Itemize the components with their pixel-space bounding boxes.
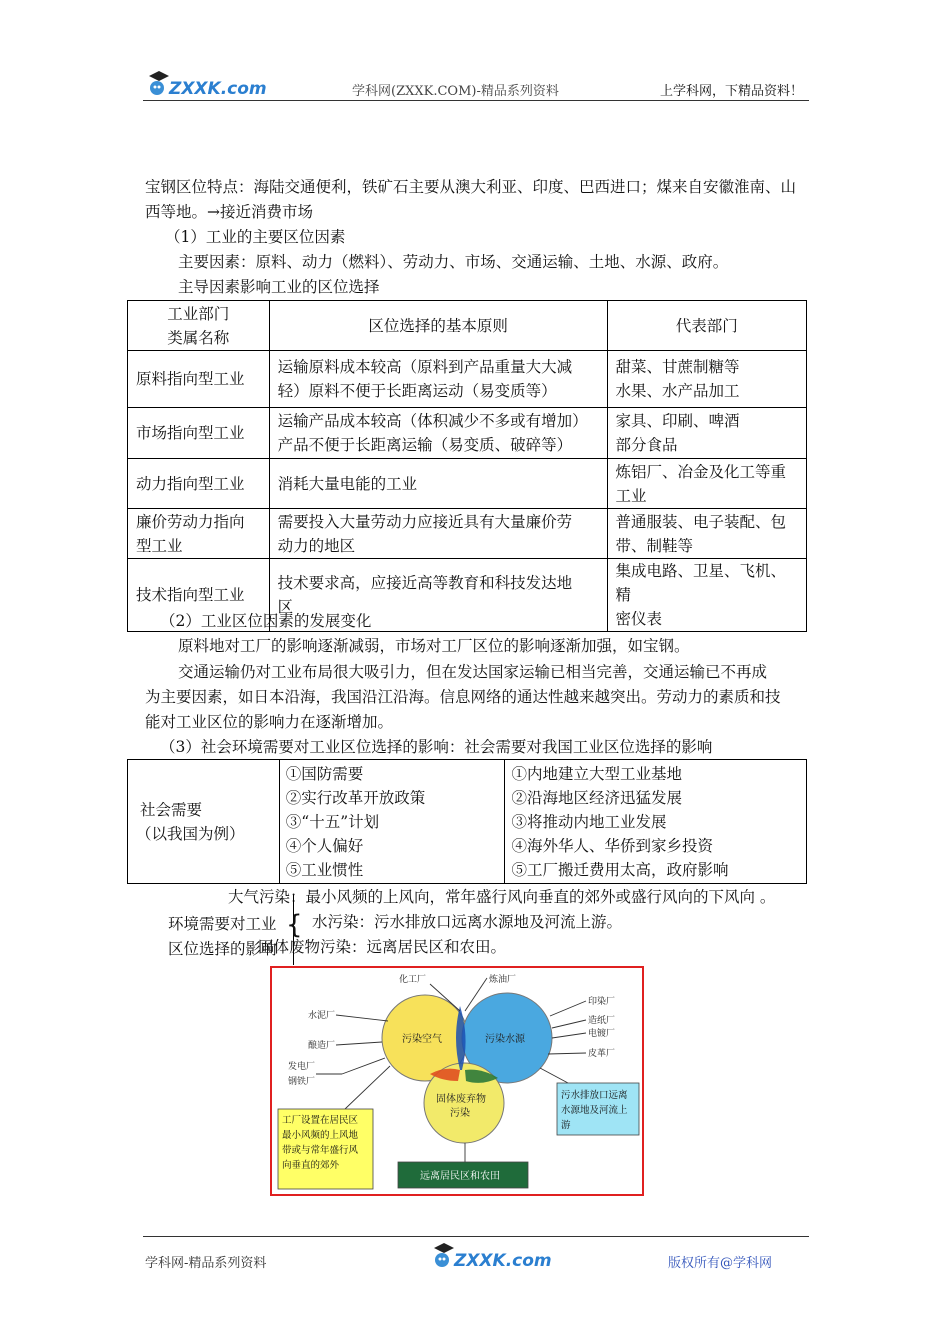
- env-water-pollution: 水污染：污水排放口远离水源地及河流上游。: [312, 913, 623, 931]
- row-type-cell: [128, 459, 270, 509]
- box-air-line: 向垂直的郊外: [282, 1160, 340, 1171]
- box-water-line: 游: [561, 1120, 571, 1131]
- section-2-para-2-line-3: 能对工业区位的影响力在逐渐增加。: [145, 713, 394, 731]
- section-2-title: （2）工业区位因素的发展变化: [160, 612, 372, 630]
- row-principle-line-1: 需要投入大量劳动力应接近具有大量廉价劳: [277, 512, 573, 531]
- label-circle-water: 污染水源: [485, 1034, 525, 1045]
- section-2-para-2-line-1: 交通运输仍对工业布局很大吸引力，但在发达国家运输已相当完善，交通运输已不再成: [178, 663, 768, 681]
- row-example-line-2: 带、制鞋等: [615, 536, 694, 555]
- row-example-line-2: 水果、水产品加工: [615, 382, 740, 400]
- header-center-text: 学科网(ZXXK.COM)-精品系列资料: [352, 84, 559, 99]
- factory-power: 发电厂: [288, 1062, 316, 1072]
- table-row: [128, 760, 807, 884]
- row-example-line-1: 集成电路、卫星、飞机、精: [615, 562, 787, 604]
- social-needs-list-cell: [279, 760, 505, 884]
- row-type-line-1: 动力指向型工业: [136, 474, 245, 493]
- header-cell-category: [128, 301, 270, 351]
- location-factor-table: [127, 300, 807, 632]
- table-row: [128, 408, 807, 459]
- row-type-line-1: 原料指向型工业: [136, 370, 245, 388]
- factory-paper: 造纸厂: [588, 1016, 616, 1026]
- row-type-line-1: 技术指向型工业: [136, 586, 245, 604]
- env-label-line-2: 区位选择的影响: [168, 940, 277, 958]
- row-principle-line-1: 消耗大量电能的工业: [277, 474, 418, 493]
- section-2-para-2-line-2: 为主要因素，如日本沿海，我国沿江沿海。信息网络的通达性越来越突出。劳动力的素质和技: [145, 688, 781, 706]
- box-solid-text: 远离居民区和农田: [420, 1171, 500, 1182]
- row-example-line-1: 炼铝厂、冶金及化工等重: [615, 462, 787, 481]
- list-item: ①国防需要: [285, 764, 364, 783]
- row-principle-line-1: 运输原料成本较高（原料到产品重量大大减: [277, 358, 573, 376]
- env-air-pollution: 大气污染：最小风频的上风向，常年盛行风向垂直的郊外或盛行风向的下风向 。: [228, 885, 828, 910]
- row-example-line-2: 工业: [615, 486, 647, 505]
- brace-icon: {: [286, 910, 303, 940]
- factory-cement: 水泥厂: [308, 1011, 336, 1021]
- list-item: ③“十五”计划: [285, 812, 380, 831]
- row-principle-line-1: 技术要求高，应接近高等教育和科技发达地: [277, 574, 573, 592]
- header-category-line-2: 类属名称: [167, 328, 230, 347]
- social-needs-label-line-1: 社会需要: [140, 800, 203, 819]
- row-type-line-1: 廉价劳动力指向: [136, 512, 245, 531]
- box-air-line: 最小风频的上风地: [282, 1130, 359, 1141]
- row-example-cell: [607, 408, 806, 459]
- header-cell-principle: 区位选择的基本原则: [269, 301, 607, 351]
- row-type-cell: [128, 351, 270, 408]
- factory-plating: 电镀厂: [588, 1029, 616, 1039]
- header-rule: [143, 100, 809, 101]
- row-principle-cell: [269, 509, 607, 559]
- box-water-line: 污水排放口远离: [561, 1090, 628, 1101]
- factory-leather: 皮革厂: [588, 1049, 616, 1059]
- list-item: ④个人偏好: [285, 836, 364, 855]
- label-circle-solid-1: 固体废弃物: [436, 1094, 486, 1105]
- footer-left-text: 学科网-精品系列资料: [145, 1256, 267, 1271]
- intro-line-2: 西等地。→接近消费市场: [145, 203, 313, 221]
- row-example-cell: [607, 509, 806, 559]
- section-1-title: （1）工业的主要区位因素: [165, 228, 346, 246]
- factory-brewery: 酿造厂: [308, 1041, 336, 1051]
- header-logo-text: ZXXK.com: [169, 79, 267, 99]
- factory-print: 印染厂: [588, 997, 616, 1007]
- list-item: ③将推动内地工业发展: [511, 812, 667, 831]
- footer-rule: [143, 1236, 809, 1237]
- section-3-title: （3）社会环境需要对工业区位选择的影响：社会需要对我国工业区位选择的影响: [160, 738, 713, 756]
- social-needs-table: [127, 759, 807, 884]
- list-item: ④海外华人、华侨到家乡投资: [511, 836, 713, 855]
- env-solid-pollution: 固体废物污染：远离居民区和农田。: [258, 938, 507, 956]
- label-circle-air: 污染空气: [402, 1034, 442, 1045]
- social-effects-list-cell: [505, 760, 807, 884]
- row-type-line-2: 型工业: [136, 536, 183, 555]
- row-example-line-1: 普通服装、电子装配、包: [615, 512, 787, 531]
- header-logo[interactable]: [145, 66, 267, 100]
- env-label-line-1: 环境需要对工业: [168, 915, 277, 933]
- row-principle-cell: [269, 459, 607, 509]
- row-principle-cell: [269, 351, 607, 408]
- list-item: ①内地建立大型工业基地: [511, 764, 682, 783]
- table-row: [128, 351, 807, 408]
- pollution-diagram: [270, 966, 645, 1196]
- footer-logo[interactable]: [430, 1238, 552, 1272]
- factory-chem: 化工厂: [399, 975, 427, 985]
- footer-logo-text: ZXXK.com: [454, 1251, 552, 1271]
- row-example-cell: [607, 459, 806, 509]
- row-example-line-2: 部分食品: [615, 436, 678, 454]
- footer-right-text[interactable]: 版权所有@学科网: [668, 1256, 773, 1271]
- row-type-cell: [128, 408, 270, 459]
- factory-refinery: 炼油厂: [489, 975, 517, 985]
- list-item: ②沿海地区经济迅猛发展: [511, 788, 682, 807]
- row-example-cell: [607, 351, 806, 408]
- row-type-cell: [128, 509, 270, 559]
- section-2-para-1: 原料地对工厂的影响逐渐减弱，市场对工厂区位的影响逐渐加强，如宝钢。: [178, 637, 690, 655]
- table-row: [128, 509, 807, 559]
- intro-line-1: 宝钢区位特点：海陆交通便利，铁矿石主要从澳大利亚、印度、巴西进口；煤来自安徽淮南、山: [145, 178, 797, 196]
- label-circle-solid-2: 污染: [450, 1108, 470, 1119]
- zxxk-logo-icon: [145, 66, 267, 100]
- row-principle-line-2: 动力的地区: [277, 536, 356, 555]
- row-type-line-1: 市场指向型工业: [136, 424, 245, 442]
- box-air-line: 带或与常年盛行风: [282, 1145, 359, 1156]
- row-example-line-1: 甜菜、甘蔗制糖等: [615, 358, 740, 376]
- header-category-line-1: 工业部门: [167, 304, 230, 323]
- social-needs-label-line-2: （以我国为例）: [136, 824, 245, 843]
- box-water-line: 水源地及河流上: [561, 1105, 628, 1116]
- section-1-lead: 主导因素影响工业的区位选择: [178, 278, 380, 296]
- list-item: ②实行改革开放政策: [285, 788, 426, 807]
- box-air-line: 工厂设置在居民区: [282, 1115, 359, 1126]
- row-principle-cell: [269, 408, 607, 459]
- section-1-main-factors: 主要因素：原料、动力（燃料）、劳动力、市场、交通运输、土地、水源、政府。: [178, 253, 729, 271]
- list-item: ⑤工业惯性: [285, 860, 364, 879]
- row-principle-line-2: 区: [277, 598, 294, 616]
- row-principle-line-1: 运输产品成本较高（体积减少不多或有增加）: [277, 412, 588, 430]
- header-right-text: 上学科网，下精品资料！: [660, 84, 804, 99]
- row-example-line-2: 密仪表: [615, 610, 663, 628]
- row-example-line-1: 家具、印刷、啤酒: [615, 412, 740, 430]
- zxxk-logo-icon: [430, 1238, 552, 1272]
- header-cell-example: 代表部门: [607, 301, 806, 351]
- table-row: [128, 459, 807, 509]
- row-principle-line-2: 轻）原料不便于长距离运动（易变质等）: [277, 382, 557, 400]
- table-header-row: [128, 301, 807, 351]
- row-principle-line-2: 产品不便于长距离运输（易变质、破碎等）: [277, 436, 573, 454]
- social-needs-label-cell: [128, 760, 280, 884]
- factory-steel: 钢铁厂: [288, 1077, 316, 1087]
- list-item: ⑤工厂搬迁费用太高，政府影响: [511, 860, 729, 879]
